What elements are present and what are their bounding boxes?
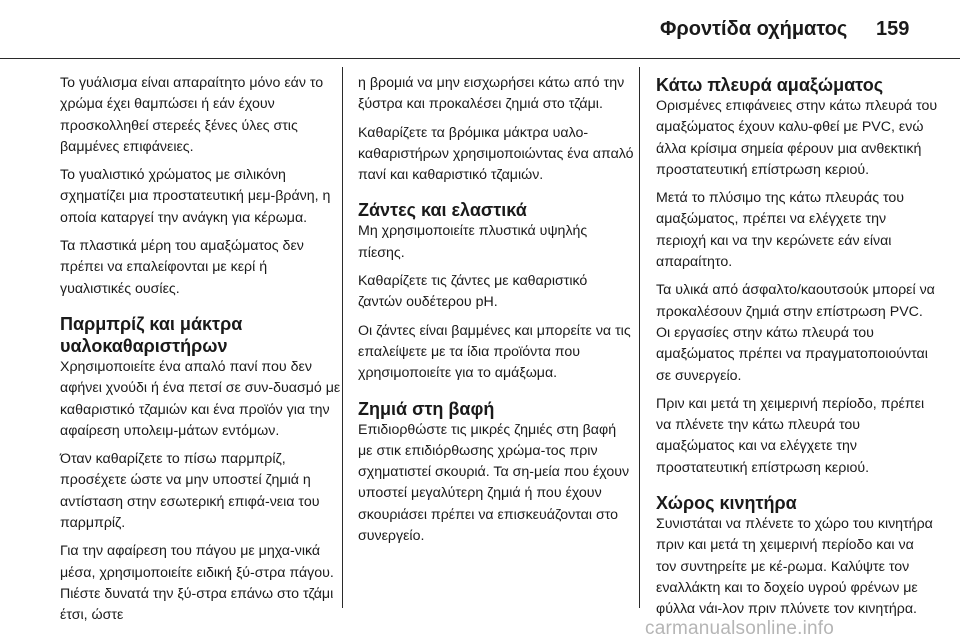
paragraph: Καθαρίζετε τα βρόμικα μάκτρα υαλο-καθαριστήρων χρησιμοποιώντας ένα απαλό πανί και καθαριστικό τζαμιών.	[358, 124, 634, 184]
section-heading: Χώρος κινητήρα	[656, 493, 797, 514]
paragraph: Το γυάλισμα είναι απαραίτητο μόνο εάν το χρώμα έχει θαμπώσει ή εάν έχουν προσκολληθεί στερεές ξένες ύλες στις βαμμένες επιφάνειες.	[60, 75, 324, 155]
paragraph: Ορισμένες επιφάνειες στην κάτω πλευρά του αμαξώματος έχουν καλυ-φθεί με PVC, ενώ άλλα κρίσιμα σημεία φέρουν μια ανθεκτική προστατευτική επίστρωση κεριού.	[656, 98, 938, 178]
paragraph: η βρομιά να μην εισχωρήσει κάτω από την ξύστρα και προκαλέσει ζημιά στο τζάμι.	[358, 75, 625, 113]
section-heading: Παρμπρίζ και μάκτρα υαλοκαθαριστήρων	[60, 313, 243, 356]
paragraph: Πριν και μετά τη χειμερινή περίοδο, πρέπει να πλένετε την κάτω πλευρά του αμαξώματος και να ελέγχετε την προστατευτική επίστρωση κεριού.	[656, 395, 925, 476]
paragraph: Το γυαλιστικό χρώματος με σιλικόνη σχηματίζει μια προστατευτική μεμ-βράνη, η οποία καταργεί την ανάγκη για κέρωμα.	[60, 167, 331, 226]
paragraph: Μετά το πλύσιμο της κάτω πλευράς του αμαξώματος, πρέπει να ελέγχετε την περιοχή και να την κερώνετε εάν είναι απαραίτητο.	[656, 190, 905, 271]
paragraph: Συνιστάται να πλένετε το χώρο του κινητήρα πριν και μετά τη χειμερινή περίοδο και να τον συντηρείτε με κέ-ρωμα. Καλύψτε τον εναλλάκτη και το δοχείο υγρού φρένων με φύλλα νάι-λον πριν πλύνετε τον κινητήρα.	[656, 516, 933, 618]
column-divider-1	[342, 67, 343, 608]
column-3	[656, 73, 938, 628]
paragraph: Για την αφαίρεση του πάγου με μηχα-νικά μέσα, χρησιμοποιείτε ειδική ξύ-στρα πάγου. Πιέστε δυνατά την ξύ-στρα επάνω στο τζάμι έτσι, ώστε	[60, 543, 334, 624]
paragraph: Τα υλικά από άσφαλτο/καουτσούκ μπορεί να προκαλέσουν ζημιά στην επίστρωση PVC. Οι εργασίες στην κάτω πλευρά του αμαξώματος πρέπει να πραγματοποιούνται σε συνεργείο.	[656, 282, 935, 384]
paragraph: Χρησιμοποιείτε ένα απαλό πανί που δεν αφήνει χνούδι ή ένα πετσί σε συν-δυασμό με καθαριστικό τζαμιών και ένα προϊόν για την αφαίρεση υπολειμ-μάτων εντόμων.	[60, 358, 341, 439]
section-heading: Ζημιά στη βαφή	[358, 398, 495, 419]
paragraph: Τα πλαστικά μέρη του αμαξώματος δεν πρέπει να επαλείφονται με κερί ή γυαλιστικές ουσίες.	[60, 238, 304, 297]
page-header	[0, 0, 960, 59]
paragraph: Όταν καθαρίζετε το πίσω παρμπρίζ, προσέχετε ώστε να μην υποστεί ζημιά η αντίσταση στην εσωτερική επιφά-νεια του παρμπρίζ.	[60, 451, 320, 532]
page-number: 159	[876, 18, 910, 40]
paragraph: Οι ζάντες είναι βαμμένες και μπορείτε να τις επαλείψετε με τα ίδια προϊόντα που χρησιμοποιείτε για το αμάξωμα.	[358, 322, 631, 382]
paragraph: Μη χρησιμοποιείτε πλυστικά υψηλής πίεσης.	[358, 223, 588, 261]
column-divider-2	[639, 67, 640, 608]
section-title: Φροντίδα οχήματος	[660, 18, 848, 40]
column-1	[60, 73, 342, 634]
section-heading: Κάτω πλευρά αμαξώματος	[656, 75, 884, 95]
paragraph: Καθαρίζετε τις ζάντες με καθαριστικό ζαντών ουδέτερου pH.	[358, 273, 588, 311]
column-2	[358, 73, 634, 554]
watermark-text: carmanualsonline.info	[645, 618, 835, 639]
section-heading: Ζάντες και ελαστικά	[358, 200, 527, 221]
paragraph: Επιδιορθώστε τις μικρές ζημιές στη βαφή με στικ επιδιόρθωσης χρώμα-τος πριν σχηματιστεί σκουριά. Τα ση-μεία που έχουν υποστεί μεγαλύτερη ζημιά ή που έχουν σκουριάσει πρέπει να επισκευάζονται στο συνεργείο.	[358, 421, 630, 545]
